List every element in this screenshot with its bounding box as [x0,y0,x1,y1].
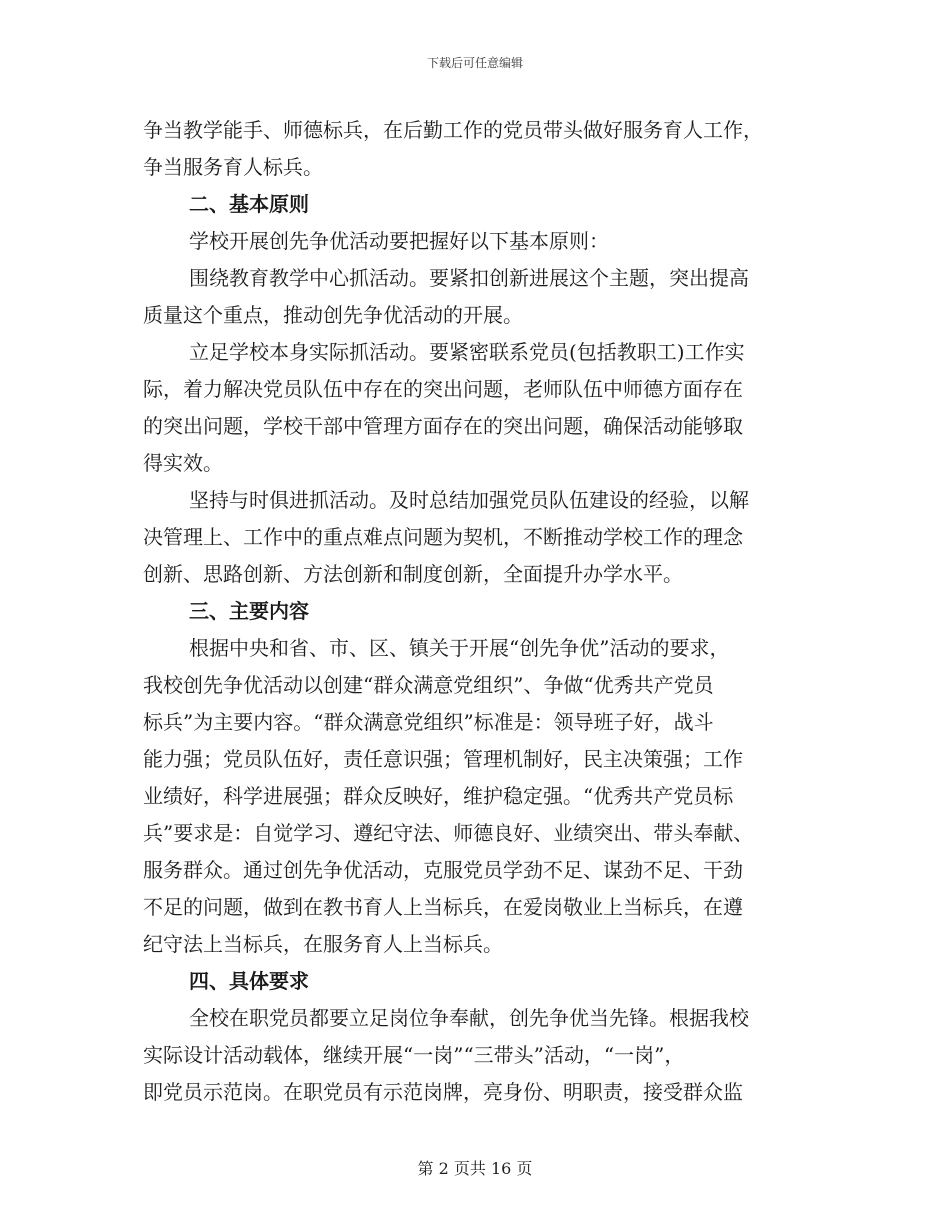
section-heading: 二、基本原则 [189,192,309,216]
body-text-line: 的突出问题，学校干部中管理方面存在的突出问题，确保活动能够取 [143,414,743,438]
body-text-line: 争当教学能手、师德标兵，在后勤工作的党员带头做好服务育人工作， [143,118,763,142]
body-text-line: 服务群众。通过创先争优活动，克服党员学劲不足、谋劲不足、干劲 [143,858,743,882]
body-text-line: 能力强；党员队伍好，责任意识强；管理机制好，民主决策强；工作 [143,747,743,771]
page-header-note: 下载后可任意编辑 [426,56,523,70]
document-body [143,112,803,1111]
body-text-line: 坚持与时俱进抓活动。及时总结加强党员队伍建设的经验，以解 [189,488,749,512]
section-heading: 四、具体要求 [189,969,309,993]
body-text-line: 我校创先争优活动以创建“群众满意党组织”、争做“优秀共产党员 [143,673,714,697]
body-text-line: 际，着力解决党员队伍中存在的突出问题，老师队伍中师德方面存在 [143,377,743,401]
body-text-line: 创新、思路创新、方法创新和制度创新，全面提升办学水平。 [143,562,683,586]
body-text-line: 全校在职党员都要立足岗位争奉献，创先争优当先锋。根据我校 [189,1006,749,1030]
body-text-line: 业绩好，科学进展强；群众反映好，维护稳定强。“优秀共产党员标 [143,784,734,808]
body-text-line: 实际设计活动载体，继续开展“一岗”“三带头”活动，“一岗”， [143,1043,685,1067]
body-text-line: 即党员示范岗。在职党员有示范岗牌，亮身份、明职责，接受群众监 [143,1080,743,1104]
body-text-line: 争当服务育人标兵。 [143,155,323,179]
body-text-line: 立足学校本身实际抓活动。要紧密联系党员(包括教职工)工作实 [189,340,745,364]
body-text-line: 不足的问题，做到在教书育人上当标兵，在爱岗敬业上当标兵，在遵 [143,895,743,919]
page-number: 第 2 页共 16 页 [417,1159,533,1178]
body-text-line: 学校开展创先争优活动要把握好以下基本原则： [189,229,609,253]
body-text-line: 标兵”为主要内容。“群众满意党组织”标准是：领导班子好，战斗 [143,710,714,734]
section-heading: 三、主要内容 [189,599,309,623]
body-text-line: 纪守法上当标兵，在服务育人上当标兵。 [143,932,503,956]
body-text-line: 围绕教育教学中心抓活动。要紧扣创新进展这个主题，突出提高 [189,266,749,290]
body-text-line: 决管理上、工作中的重点难点问题为契机，不断推动学校工作的理念 [143,525,743,549]
body-text-line: 质量这个重点，推动创先争优活动的开展。 [143,303,523,327]
body-text-line: 根据中央和省、市、区、镇关于开展“创先争优”活动的要求， [189,636,730,660]
body-text-line: 兵”要求是：自觉学习、遵纪守法、师德良好、业绩突出、带头奉献、 [143,821,754,845]
body-text-line: 得实效。 [143,451,223,475]
